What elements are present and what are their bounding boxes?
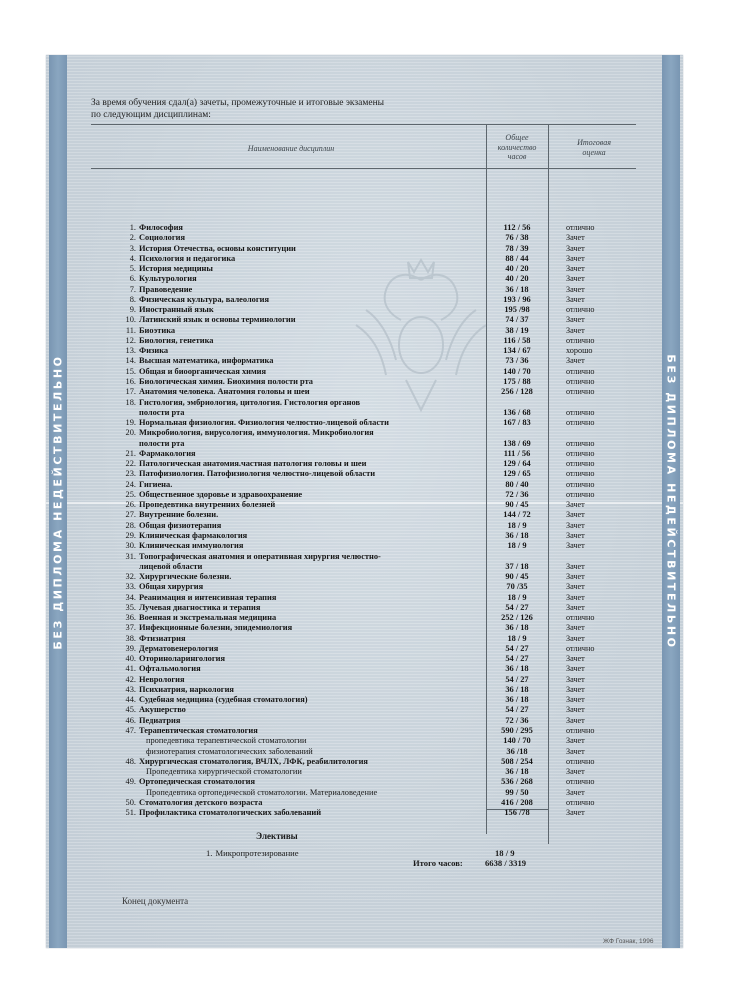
hours-value: 38 / 19 bbox=[505, 325, 529, 335]
discipline-name: Философия bbox=[139, 223, 183, 232]
table-row bbox=[46, 459, 683, 469]
grade-value: отлично bbox=[566, 489, 595, 499]
row-number: 26. bbox=[125, 500, 136, 510]
row-number: 46. bbox=[125, 715, 136, 725]
table-row bbox=[46, 315, 683, 325]
grade-value: Зачет bbox=[566, 664, 585, 674]
table-row bbox=[46, 757, 683, 767]
row-number: 16. bbox=[125, 376, 136, 386]
discipline-name: пропедевтика терапевтической стоматологии bbox=[146, 736, 307, 746]
hours-value: 54 / 27 bbox=[505, 602, 529, 612]
table-row bbox=[46, 613, 683, 623]
row-number: 35. bbox=[125, 602, 136, 612]
discipline-name: Акушерство bbox=[139, 705, 186, 715]
grade-value: хорошо bbox=[566, 346, 593, 356]
hours-value: 40 / 20 bbox=[505, 274, 529, 284]
table-row bbox=[46, 398, 683, 408]
discipline-name: Реанимация и интенсивная терапия bbox=[139, 592, 277, 602]
discipline-name: Нормальная физиология. Физиология челюстно-лицевой области bbox=[139, 418, 389, 428]
table-row bbox=[46, 408, 683, 418]
header-top-rule bbox=[91, 124, 636, 125]
discipline-name: полости рта bbox=[139, 438, 185, 448]
row-number: 34. bbox=[125, 592, 136, 602]
row-number: 42. bbox=[125, 674, 136, 684]
table-row bbox=[46, 644, 683, 654]
hours-value: 590 / 295 bbox=[501, 726, 533, 736]
row-number: 49. bbox=[125, 777, 136, 787]
row-number: 27. bbox=[125, 510, 136, 520]
row-number: 12. bbox=[125, 335, 136, 345]
table-row bbox=[46, 336, 683, 346]
hours-value: 536 / 268 bbox=[501, 777, 533, 787]
column-header-name: Наименование дисциплин bbox=[247, 144, 335, 153]
hours-value: 72 / 36 bbox=[505, 489, 529, 499]
hours-value: 134 / 67 bbox=[503, 346, 531, 356]
discipline-name: Общественное здоровье и здравоохранение bbox=[139, 489, 303, 499]
hours-value: 90 / 45 bbox=[505, 572, 529, 582]
discipline-name: полости рта bbox=[139, 407, 185, 417]
discipline-name: Гистология, эмбриология, цитология. Гистология органов bbox=[139, 397, 360, 407]
discipline-name: Пропедевтика ортопедической стоматологии. Материаловедение bbox=[146, 787, 378, 797]
table-row bbox=[46, 623, 683, 633]
hours-value: 175 / 88 bbox=[503, 376, 531, 386]
discipline-name: Оториноларингология bbox=[139, 654, 226, 664]
discipline-name: Высшая математика, информатика bbox=[139, 356, 274, 366]
grade-value: Зачет bbox=[566, 695, 585, 705]
table-row bbox=[46, 490, 683, 500]
grade-value: Зачет bbox=[566, 592, 585, 602]
table-row bbox=[46, 244, 683, 254]
grade-value: отлично bbox=[566, 777, 595, 787]
row-number: 40. bbox=[125, 654, 136, 664]
hours-value: 167 / 83 bbox=[503, 418, 531, 428]
intro-line-1: За время обучения сдал(а) зачеты, промежуточные и итоговые экзамены bbox=[91, 98, 385, 108]
row-number: 36. bbox=[125, 613, 136, 623]
grade-value: Зачет bbox=[566, 736, 585, 746]
row-number: 20. bbox=[125, 428, 136, 438]
discipline-name: Терапевтическая стоматология bbox=[139, 726, 258, 736]
discipline-name: Профилактика стоматологических заболеваний bbox=[139, 808, 322, 818]
elective-item-number: 1. bbox=[206, 848, 213, 858]
table-row bbox=[46, 223, 683, 233]
discipline-name: физиотерапия стоматологических заболеваний bbox=[146, 746, 313, 756]
grade-value: Зачет bbox=[566, 356, 585, 366]
table-row bbox=[46, 295, 683, 305]
table-row bbox=[46, 387, 683, 397]
row-number: 47. bbox=[125, 726, 136, 736]
table-row bbox=[46, 480, 683, 490]
row-number: 41. bbox=[125, 664, 136, 674]
discipline-name: Фармакология bbox=[139, 448, 196, 458]
elective-item-name: Микропротезирование bbox=[215, 848, 299, 858]
hours-value: 36 / 18 bbox=[505, 684, 529, 694]
grade-value: отлично bbox=[566, 438, 595, 448]
grade-value: отлично bbox=[566, 479, 595, 489]
table-row bbox=[46, 808, 683, 818]
grade-value: Зачет bbox=[566, 767, 585, 777]
grade-value: Зачет bbox=[566, 561, 585, 571]
row-number: 24. bbox=[125, 479, 136, 489]
hours-value: 129 / 64 bbox=[503, 459, 531, 469]
discipline-name: Микробиология, вирусология, иммунология. Микробиология bbox=[139, 428, 374, 438]
hours-value: 72 / 36 bbox=[505, 715, 529, 725]
hours-value: 36 /18 bbox=[506, 746, 528, 756]
table-row bbox=[46, 346, 683, 356]
hours-value: 54 / 27 bbox=[505, 705, 529, 715]
row-number: 30. bbox=[125, 541, 136, 551]
grade-value: отлично bbox=[566, 418, 595, 428]
hours-value: 76 / 38 bbox=[505, 233, 529, 243]
row-number: 15. bbox=[125, 366, 136, 376]
table-row bbox=[46, 572, 683, 582]
hours-value: 73 / 36 bbox=[505, 356, 529, 366]
table-row bbox=[46, 274, 683, 284]
hours-value: 36 / 18 bbox=[505, 623, 529, 633]
hours-value: 138 / 69 bbox=[503, 438, 531, 448]
discipline-name: Неврология bbox=[139, 674, 185, 684]
hours-value: 144 / 72 bbox=[503, 510, 531, 520]
hours-value: 40 / 20 bbox=[505, 264, 529, 274]
discipline-name: Психиатрия, наркология bbox=[139, 684, 234, 694]
grade-value: Зачет bbox=[566, 274, 585, 284]
discipline-name: Топографическая анатомия и оперативная хирургия челюстно- bbox=[139, 551, 381, 561]
discipline-name: лицевой области bbox=[139, 561, 203, 571]
discipline-name: Правоведение bbox=[139, 284, 193, 294]
grade-value: отлично bbox=[566, 376, 595, 386]
grade-value: Зачет bbox=[566, 233, 585, 243]
discipline-name: Биология, генетика bbox=[139, 335, 214, 345]
discipline-name: Общая физиотерапия bbox=[139, 520, 222, 530]
table-row bbox=[46, 305, 683, 315]
grade-value: Зачет bbox=[566, 284, 585, 294]
hours-value: 36 / 18 bbox=[505, 767, 529, 777]
discipline-name: Судебная медицина (судебная стоматология) bbox=[139, 695, 308, 705]
hours-value: 112 / 56 bbox=[503, 223, 531, 232]
diploma-supplement-page bbox=[46, 55, 683, 948]
discipline-name: Патологическая анатомия.частная патология головы и шеи bbox=[139, 459, 367, 469]
table-row bbox=[46, 634, 683, 644]
discipline-name: Хирургические болезни. bbox=[139, 572, 232, 582]
table-row bbox=[46, 531, 683, 541]
grade-value: Зачет bbox=[566, 787, 585, 797]
discipline-name: Биоэтика bbox=[139, 325, 176, 335]
hours-value: 78 / 39 bbox=[505, 243, 529, 253]
grade-value: Зачет bbox=[566, 315, 585, 325]
grade-value: отлично bbox=[566, 366, 595, 376]
table-row bbox=[46, 367, 683, 377]
table-row bbox=[46, 675, 683, 685]
table-row bbox=[46, 510, 683, 520]
hours-value: 129 / 65 bbox=[503, 469, 531, 479]
row-number: 11. bbox=[125, 325, 136, 335]
table-row bbox=[46, 439, 683, 449]
grade-value: Зачет bbox=[566, 264, 585, 274]
table-row bbox=[46, 562, 683, 572]
grade-value: Зачет bbox=[566, 500, 585, 510]
hours-value: 18 / 9 bbox=[507, 592, 527, 602]
column-header-grade: Итоговая оценка bbox=[577, 138, 611, 157]
discipline-name: Лучевая диагностика и терапия bbox=[139, 602, 261, 612]
row-number: 18. bbox=[125, 397, 136, 407]
table-row bbox=[46, 264, 683, 274]
total-hours-label: Итого часов: bbox=[413, 858, 463, 868]
row-number: 9. bbox=[129, 305, 136, 315]
table-row bbox=[46, 664, 683, 674]
grade-value: отлично bbox=[566, 797, 595, 807]
row-number: 3. bbox=[129, 243, 136, 253]
discipline-name: Социология bbox=[139, 233, 186, 243]
table-row bbox=[46, 654, 683, 664]
table-row bbox=[46, 767, 683, 777]
table-row bbox=[46, 788, 683, 798]
hours-value: 156 /78 bbox=[504, 808, 530, 818]
grade-value: Зачет bbox=[566, 253, 585, 263]
grade-value: Зачет bbox=[566, 582, 585, 592]
column-header-hours: Общее количество часов bbox=[497, 133, 537, 161]
grade-value: Зачет bbox=[566, 746, 585, 756]
table-row bbox=[46, 428, 683, 438]
hours-value: 36 / 18 bbox=[505, 284, 529, 294]
grade-value: Зачет bbox=[566, 654, 585, 664]
total-hours-value: 6638 / 3319 bbox=[485, 858, 527, 868]
grade-value: отлично bbox=[566, 726, 595, 736]
grade-value: Зачет bbox=[566, 243, 585, 253]
discipline-name: Общая и биоорганическая химия bbox=[139, 366, 267, 376]
table-row bbox=[46, 449, 683, 459]
grade-value: отлично bbox=[566, 407, 595, 417]
grade-value: Зачет bbox=[566, 572, 585, 582]
discipline-name: Анатомия человека. Анатомия головы и шеи bbox=[139, 387, 310, 397]
hours-value: 18 / 9 bbox=[507, 541, 527, 551]
hours-value: 508 / 254 bbox=[501, 756, 533, 766]
hours-value: 116 / 58 bbox=[503, 335, 531, 345]
row-number: 25. bbox=[125, 489, 136, 499]
discipline-name: Патофизиология. Патофизиология челюстно-лицевой области bbox=[139, 469, 376, 479]
discipline-name: Стоматология детского возраста bbox=[139, 797, 263, 807]
table-row bbox=[46, 356, 683, 366]
row-number: 8. bbox=[129, 294, 136, 304]
row-number: 10. bbox=[125, 315, 136, 325]
grade-value: Зачет bbox=[566, 705, 585, 715]
discipline-name: Пропедевтика хирургической стоматологии bbox=[146, 767, 302, 777]
hours-value: 416 / 208 bbox=[501, 797, 533, 807]
grade-value: отлично bbox=[566, 613, 595, 623]
discipline-name: Гигиена. bbox=[139, 479, 173, 489]
table-row bbox=[46, 603, 683, 613]
table-row bbox=[46, 582, 683, 592]
discipline-name: Культурология bbox=[139, 274, 197, 284]
grade-value: Зачет bbox=[566, 530, 585, 540]
table-row bbox=[46, 326, 683, 336]
discipline-name: Внутренние болезни. bbox=[139, 510, 219, 520]
printer-mark: ЖФ Гознак, 1996 bbox=[603, 938, 654, 945]
hours-value: 90 / 45 bbox=[505, 500, 529, 510]
hours-value: 36 / 18 bbox=[505, 664, 529, 674]
discipline-name: История Отечества, основы конституции bbox=[139, 243, 296, 253]
table-row bbox=[46, 233, 683, 243]
grade-value: отлично bbox=[566, 335, 595, 345]
grade-value: отлично bbox=[566, 756, 595, 766]
grade-value: Зачет bbox=[566, 808, 585, 818]
discipline-name: Клиническая иммунология bbox=[139, 541, 244, 551]
discipline-name: Ортопедическая стоматология bbox=[139, 777, 256, 787]
hours-value: 37 / 18 bbox=[505, 561, 529, 571]
discipline-name: Хирургическая стоматология, ВЧЛХ, ЛФК, реабилитология bbox=[139, 756, 368, 766]
table-row bbox=[46, 552, 683, 562]
row-number: 39. bbox=[125, 643, 136, 653]
row-number: 1. bbox=[129, 223, 136, 232]
row-number: 28. bbox=[125, 520, 136, 530]
hours-value: 54 / 27 bbox=[505, 654, 529, 664]
hours-value: 36 / 18 bbox=[505, 530, 529, 540]
row-number: 31. bbox=[125, 551, 136, 561]
row-number: 45. bbox=[125, 705, 136, 715]
header-bottom-rule bbox=[91, 168, 636, 169]
grade-value: Зачет bbox=[566, 633, 585, 643]
hours-value: 99 / 50 bbox=[505, 787, 529, 797]
table-row bbox=[46, 541, 683, 551]
discipline-name: Офтальмология bbox=[139, 664, 201, 674]
end-of-document-label: Конец документа bbox=[122, 896, 189, 906]
hours-value: 193 / 96 bbox=[503, 294, 531, 304]
grade-value: отлично bbox=[566, 448, 595, 458]
discipline-name: Пропедевтика внутренних болезней bbox=[139, 500, 276, 510]
row-number: 43. bbox=[125, 684, 136, 694]
table-row bbox=[46, 777, 683, 787]
table-row bbox=[46, 685, 683, 695]
grade-value: Зачет bbox=[566, 602, 585, 612]
grade-value: Зачет bbox=[566, 520, 585, 530]
row-number: 5. bbox=[129, 264, 136, 274]
discipline-name: Фтизиатрия bbox=[139, 633, 186, 643]
discipline-name: История медицины bbox=[139, 264, 213, 274]
table-row bbox=[46, 593, 683, 603]
discipline-name: Психология и педагогика bbox=[139, 253, 236, 263]
discipline-name: Иностранный язык bbox=[139, 305, 214, 315]
grade-value: Зачет bbox=[566, 325, 585, 335]
discipline-name: Инфекционные болезни, эпидемиология bbox=[139, 623, 293, 633]
table-row bbox=[46, 521, 683, 531]
hours-value: 74 / 37 bbox=[505, 315, 529, 325]
discipline-name: Дерматовенерология bbox=[139, 643, 219, 653]
row-number: 33. bbox=[125, 582, 136, 592]
discipline-name: Военная и экстремальная медицина bbox=[139, 613, 277, 623]
row-number: 7. bbox=[129, 284, 136, 294]
discipline-name: Общая хирургия bbox=[139, 582, 204, 592]
table-row bbox=[46, 798, 683, 808]
grade-value: отлично bbox=[566, 387, 595, 397]
table-row bbox=[46, 695, 683, 705]
table-row bbox=[46, 736, 683, 746]
row-number: 51. bbox=[125, 808, 136, 818]
grade-value: отлично bbox=[566, 469, 595, 479]
grade-value: отлично bbox=[566, 223, 595, 232]
disciplines-table bbox=[46, 223, 683, 818]
row-number: 13. bbox=[125, 346, 136, 356]
row-number: 19. bbox=[125, 418, 136, 428]
table-row bbox=[46, 254, 683, 264]
row-number: 29. bbox=[125, 530, 136, 540]
row-number: 48. bbox=[125, 756, 136, 766]
electives-title: Элективы bbox=[256, 831, 298, 841]
hours-value: 195 /98 bbox=[504, 305, 530, 315]
right-stripe-watermark-text: БЕЗ ДИПЛОМА НЕДЕЙСТВИТЕЛЬНО bbox=[664, 353, 678, 650]
grade-value: отлично bbox=[566, 643, 595, 653]
row-number: 50. bbox=[125, 797, 136, 807]
hours-value: 70 /35 bbox=[506, 582, 528, 592]
row-number: 23. bbox=[125, 469, 136, 479]
row-number: 14. bbox=[125, 356, 136, 366]
row-number: 2. bbox=[129, 233, 136, 243]
table-row bbox=[46, 377, 683, 387]
hours-value: 88 / 44 bbox=[505, 253, 529, 263]
intro-line-2: по следующим дисциплинам: bbox=[91, 110, 211, 120]
grade-value: отлично bbox=[566, 305, 595, 315]
row-number: 38. bbox=[125, 633, 136, 643]
row-number: 22. bbox=[125, 459, 136, 469]
discipline-name: Латинский язык и основы терминологии bbox=[139, 315, 296, 325]
row-number: 37. bbox=[125, 623, 136, 633]
grade-value: отлично bbox=[566, 459, 595, 469]
hours-value: 18 / 9 bbox=[507, 633, 527, 643]
table-row bbox=[46, 418, 683, 428]
hours-value: 36 / 18 bbox=[505, 695, 529, 705]
grade-value: Зачет bbox=[566, 541, 585, 551]
table-row bbox=[46, 285, 683, 295]
table-row bbox=[46, 469, 683, 479]
table-row bbox=[46, 747, 683, 757]
grade-value: Зачет bbox=[566, 294, 585, 304]
elective-item bbox=[206, 848, 299, 858]
left-stripe-watermark-text: БЕЗ ДИПЛОМА НЕДЕЙСТВИТЕЛЬНО bbox=[51, 353, 65, 650]
table-row bbox=[46, 705, 683, 715]
table-row bbox=[46, 716, 683, 726]
hours-value: 54 / 27 bbox=[505, 674, 529, 684]
hours-value: 252 / 126 bbox=[501, 613, 533, 623]
elective-item-hours: 18 / 9 bbox=[495, 848, 515, 858]
discipline-name: Биологическая химия. Биохимия полости рта bbox=[139, 376, 313, 386]
table-row bbox=[46, 500, 683, 510]
row-number: 44. bbox=[125, 695, 136, 705]
row-number: 4. bbox=[129, 253, 136, 263]
hours-value: 54 / 27 bbox=[505, 643, 529, 653]
grade-value: Зачет bbox=[566, 623, 585, 633]
discipline-name: Педиатрия bbox=[139, 715, 181, 725]
discipline-name: Физическая культура, валеология bbox=[139, 294, 270, 304]
row-number: 21. bbox=[125, 448, 136, 458]
hours-value: 18 / 9 bbox=[507, 520, 527, 530]
hours-value: 80 / 40 bbox=[505, 479, 529, 489]
hours-value: 256 / 128 bbox=[501, 387, 533, 397]
intro-text bbox=[91, 97, 384, 121]
discipline-name: Клиническая фармакология bbox=[139, 530, 248, 540]
hours-value: 136 / 68 bbox=[503, 407, 531, 417]
grade-value: Зачет bbox=[566, 715, 585, 725]
grade-value: Зачет bbox=[566, 510, 585, 520]
hours-value: 111 / 56 bbox=[503, 448, 531, 458]
hours-value: 140 / 70 bbox=[503, 736, 531, 746]
row-number: 32. bbox=[125, 572, 136, 582]
row-number: 17. bbox=[125, 387, 136, 397]
grade-value: Зачет bbox=[566, 674, 585, 684]
grade-value: Зачет bbox=[566, 684, 585, 694]
table-row bbox=[46, 726, 683, 736]
discipline-name: Физика bbox=[139, 346, 169, 356]
row-number: 6. bbox=[129, 274, 136, 284]
hours-value: 140 / 70 bbox=[503, 366, 531, 376]
